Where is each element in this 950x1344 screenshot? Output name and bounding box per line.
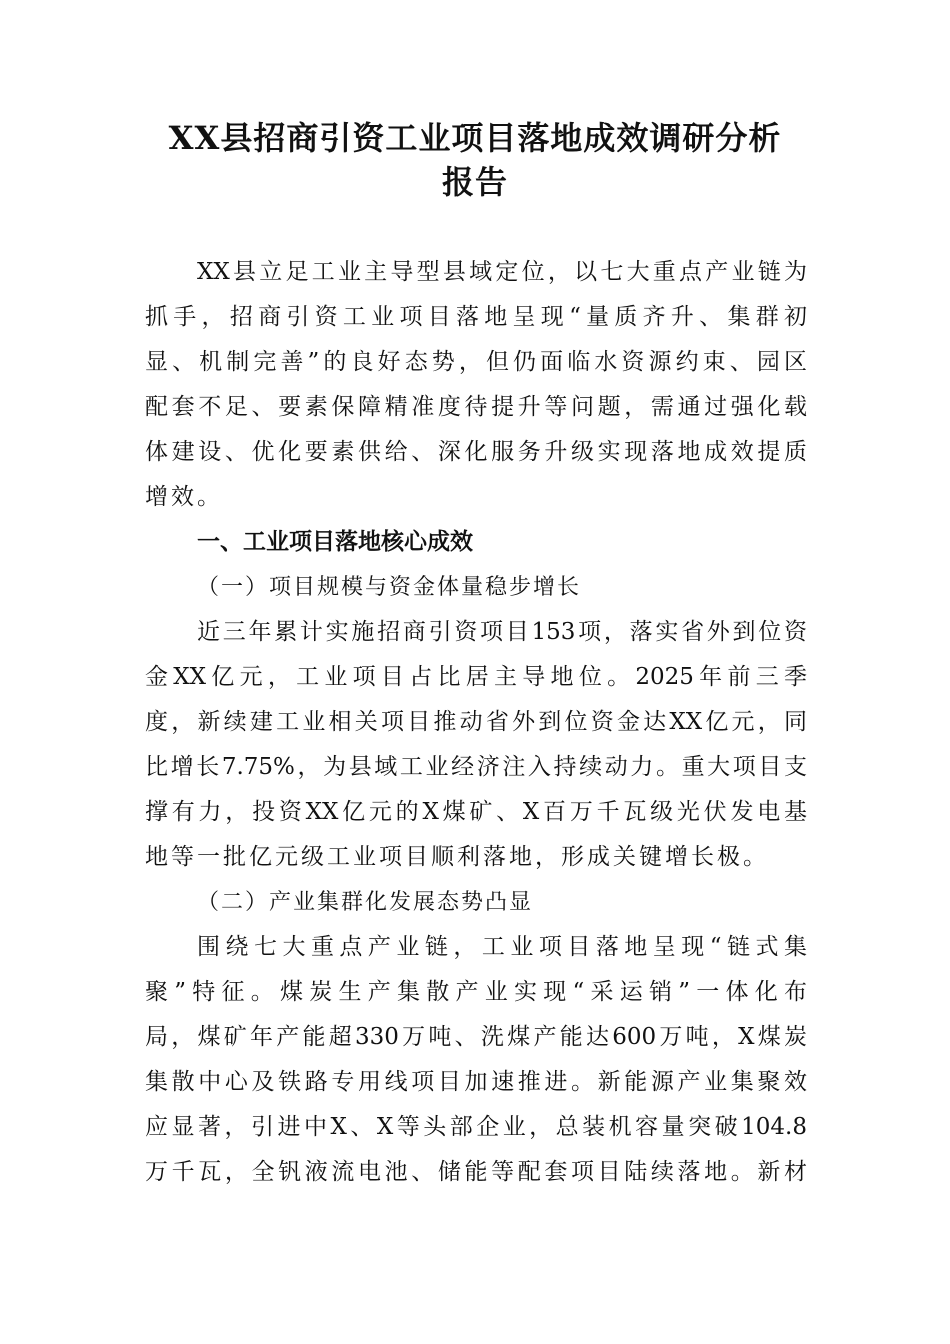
text-line: 金XX亿元，工业项目占比居主导地位。2025年前三季 xyxy=(145,664,807,690)
text-line: 增效。 xyxy=(145,484,223,510)
text-line: 集散中心及铁路专用线项目加速推进。新能源产业集聚效 xyxy=(145,1069,807,1095)
section-heading: 一、工业项目落地核心成效 xyxy=(197,529,473,555)
text-line: 围绕七大重点产业链，工业项目落地呈现“链式集 xyxy=(197,934,807,960)
text-line: 万千瓦，全钒液流电池、储能等配套项目陆续落地。新材 xyxy=(145,1159,807,1185)
text-line: 配套不足、要素保障精准度待提升等问题，需通过强化载 xyxy=(145,394,807,420)
document-body xyxy=(145,250,807,1195)
paragraph xyxy=(145,925,807,1195)
title-line-2: 报告 xyxy=(441,163,508,201)
title-line-1: XX县招商引资工业项目落地成效调研分析 xyxy=(168,119,782,157)
text-line: 聚”特征。煤炭生产集散产业实现“采运销”一体化布 xyxy=(145,979,807,1005)
text-line: 体建设、优化要素供给、深化服务升级实现落地成效提质 xyxy=(145,439,807,465)
text-line: 近三年累计实施招商引资项目153项，落实省外到位资 xyxy=(197,619,807,645)
text-line: 显、机制完善”的良好态势，但仍面临水资源约束、园区 xyxy=(145,349,807,375)
document-title xyxy=(120,116,830,204)
paragraph xyxy=(145,610,807,880)
intro-paragraph xyxy=(145,250,807,520)
text-line: 度，新续建工业相关项目推动省外到位资金达XX亿元，同 xyxy=(145,709,807,735)
text-line: 比增长7.75%，为县域工业经济注入持续动力。重大项目支 xyxy=(145,754,807,780)
text-line: 撑有力，投资XX亿元的X煤矿、X百万千瓦级光伏发电基 xyxy=(145,799,807,825)
text-line: 局，煤矿年产能超330万吨、洗煤产能达600万吨，X煤炭 xyxy=(145,1024,807,1050)
text-line: 抓手，招商引资工业项目落地呈现“量质齐升、集群初 xyxy=(145,304,807,330)
subsection-heading: （一）项目规模与资金体量稳步增长 xyxy=(197,575,582,600)
text-line: 应显著，引进中X、X等头部企业，总装机容量突破104.8 xyxy=(145,1114,807,1140)
text-line: XX县立足工业主导型县域定位，以七大重点产业链为 xyxy=(197,259,807,285)
text-line: 地等一批亿元级工业项目顺利落地，形成关键增长极。 xyxy=(145,844,769,870)
subsection-heading: （二）产业集群化发展态势凸显 xyxy=(197,890,534,915)
